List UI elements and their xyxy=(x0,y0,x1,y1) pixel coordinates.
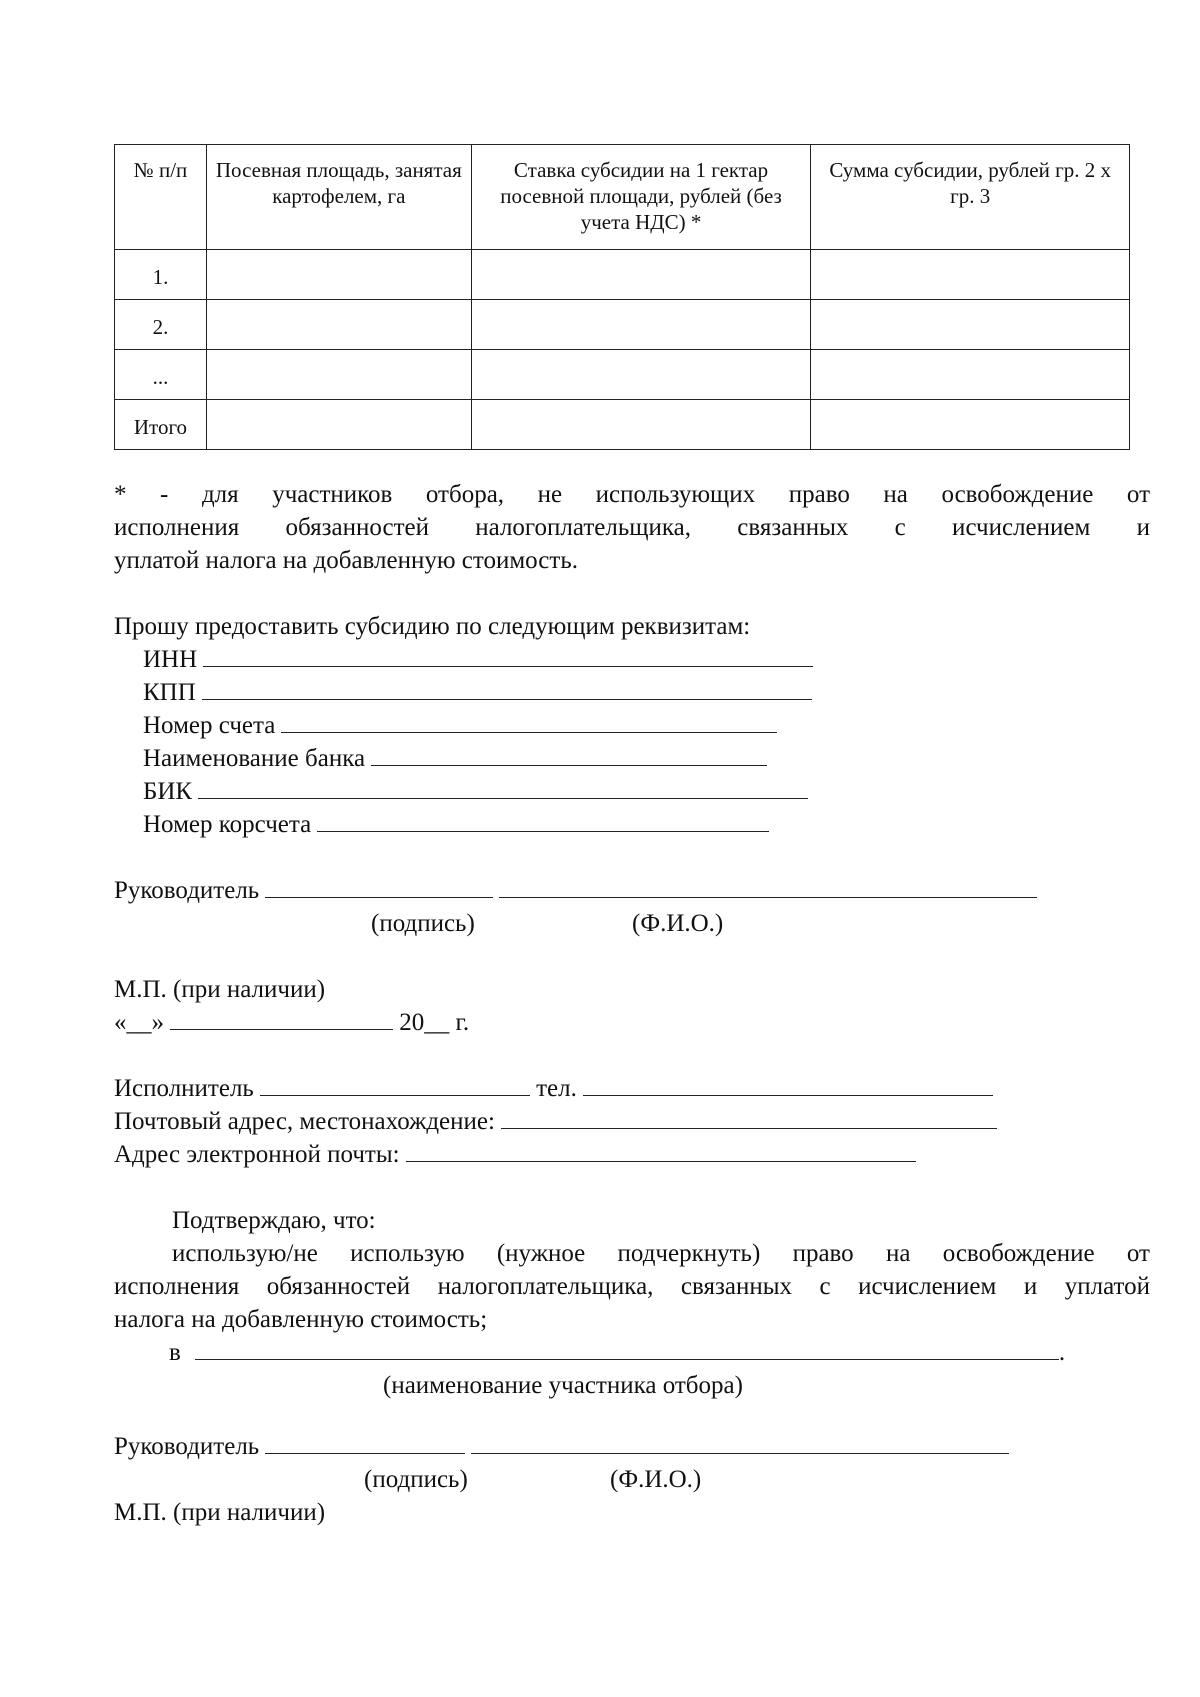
header-num: № п/п xyxy=(115,145,207,250)
row-rate-cell[interactable] xyxy=(471,250,811,300)
head-label: Руководитель xyxy=(114,1433,260,1460)
confirm-text xyxy=(114,1237,1150,1336)
head-label: Руководитель xyxy=(114,877,260,904)
row-rate-cell[interactable] xyxy=(471,350,811,400)
bank-row xyxy=(143,742,767,775)
inn-row xyxy=(143,643,813,676)
address-row xyxy=(114,1105,997,1138)
inn-field[interactable] xyxy=(203,644,813,667)
confirm-title: Подтверждаю, что: xyxy=(172,1207,376,1234)
bik-row xyxy=(143,775,808,808)
confirm-line: налога на добавленную стоимость; xyxy=(114,1306,488,1333)
header-area: Посевная площадь, занятая картофелем, га xyxy=(206,145,471,250)
participant-row xyxy=(169,1336,1065,1369)
account-row xyxy=(143,709,777,742)
row-rate-cell[interactable] xyxy=(471,300,811,350)
corr-account-field[interactable] xyxy=(317,809,769,832)
inn-label: ИНН xyxy=(143,646,198,673)
signature-field[interactable] xyxy=(265,1431,465,1454)
date-month-field[interactable] xyxy=(170,1007,393,1030)
corr-account-row xyxy=(143,808,769,841)
row-area-cell[interactable] xyxy=(206,400,471,450)
row-rate-cell[interactable] xyxy=(471,400,811,450)
executor-field[interactable] xyxy=(260,1073,530,1096)
address-field[interactable] xyxy=(501,1106,997,1129)
table-row xyxy=(115,250,1130,300)
table-total-row xyxy=(115,400,1130,450)
bik-field[interactable] xyxy=(198,776,808,799)
kpp-row xyxy=(143,676,812,709)
email-field[interactable] xyxy=(406,1139,916,1162)
date-year[interactable]: 20__ г. xyxy=(399,1009,470,1036)
signature-field[interactable] xyxy=(265,875,493,898)
confirm-line: использую/не использую (нужное подчеркнуть) право на освобождение от xyxy=(172,1240,1150,1267)
row-area-cell[interactable] xyxy=(206,350,471,400)
account-field[interactable] xyxy=(281,710,777,733)
executor-label: Исполнитель xyxy=(114,1075,254,1102)
kpp-label: КПП xyxy=(143,679,196,706)
footnote-line: * - для участников отбора, не использующих право на освобождение от xyxy=(114,481,1150,508)
header-sum: Сумма субсидии, рублей гр. 2 х гр. 3 xyxy=(811,145,1130,250)
executor-row xyxy=(114,1072,993,1105)
footnote-line: уплатой налога на добавленную стоимость. xyxy=(114,547,578,574)
row-num: 2. xyxy=(115,300,207,350)
signature-row-1 xyxy=(114,874,1037,907)
table-row xyxy=(115,350,1130,400)
account-label: Номер счета xyxy=(143,712,276,739)
kpp-field[interactable] xyxy=(202,677,812,700)
requisites-intro: Прошу предоставить субсидию по следующим реквизитам: xyxy=(114,613,751,640)
participant-caption: (наименование участника отбора) xyxy=(383,1372,743,1399)
row-area-cell[interactable] xyxy=(206,250,471,300)
row-sum-cell[interactable] xyxy=(811,400,1130,450)
email-row xyxy=(114,1138,916,1171)
footnote xyxy=(114,478,1150,577)
name-field[interactable] xyxy=(499,875,1037,898)
signature-caption: (подпись) xyxy=(364,1466,468,1493)
header-rate: Ставка субсидии на 1 гектар посевной площади, рублей (без учета НДС) * xyxy=(471,145,811,250)
row-sum-cell[interactable] xyxy=(811,350,1130,400)
phone-field[interactable] xyxy=(583,1073,993,1096)
subsidy-table xyxy=(114,144,1130,450)
name-caption: (Ф.И.О.) xyxy=(632,910,724,937)
stamp-label: М.П. (при наличии) xyxy=(114,976,326,1003)
bank-label: Наименование банка xyxy=(143,745,366,772)
row-num: ... xyxy=(115,350,207,400)
table-header-row xyxy=(115,145,1130,250)
corr-account-label: Номер корсчета xyxy=(143,811,312,838)
row-area-cell[interactable] xyxy=(206,300,471,350)
participant-suffix: . xyxy=(1058,1339,1066,1366)
bank-field[interactable] xyxy=(371,743,767,766)
date-row xyxy=(114,1006,469,1039)
row-total-label: Итого xyxy=(115,400,207,450)
signature-row-2 xyxy=(114,1430,1009,1463)
bik-label: БИК xyxy=(143,778,193,805)
confirm-line: исполнения обязанностей налогоплательщика, связанных с исчислением и уплатой xyxy=(114,1273,1150,1300)
row-num: 1. xyxy=(115,250,207,300)
stamp-label: М.П. (при наличии) xyxy=(114,1499,326,1526)
footnote-line: исполнения обязанностей налогоплательщика, связанных с исчислением и xyxy=(114,514,1150,541)
email-label: Адрес электронной почты: xyxy=(114,1141,400,1168)
name-caption: (Ф.И.О.) xyxy=(610,1466,702,1493)
row-sum-cell[interactable] xyxy=(811,250,1130,300)
row-sum-cell[interactable] xyxy=(811,300,1130,350)
participant-field[interactable] xyxy=(195,1337,1059,1360)
name-field[interactable] xyxy=(471,1431,1009,1454)
participant-prefix: в xyxy=(169,1339,181,1366)
phone-label: тел. xyxy=(536,1075,577,1102)
date-day[interactable]: «__» xyxy=(114,1009,164,1036)
signature-caption: (подпись) xyxy=(371,910,475,937)
table-row xyxy=(115,300,1130,350)
address-label: Почтовый адрес, местонахождение: xyxy=(114,1108,495,1135)
